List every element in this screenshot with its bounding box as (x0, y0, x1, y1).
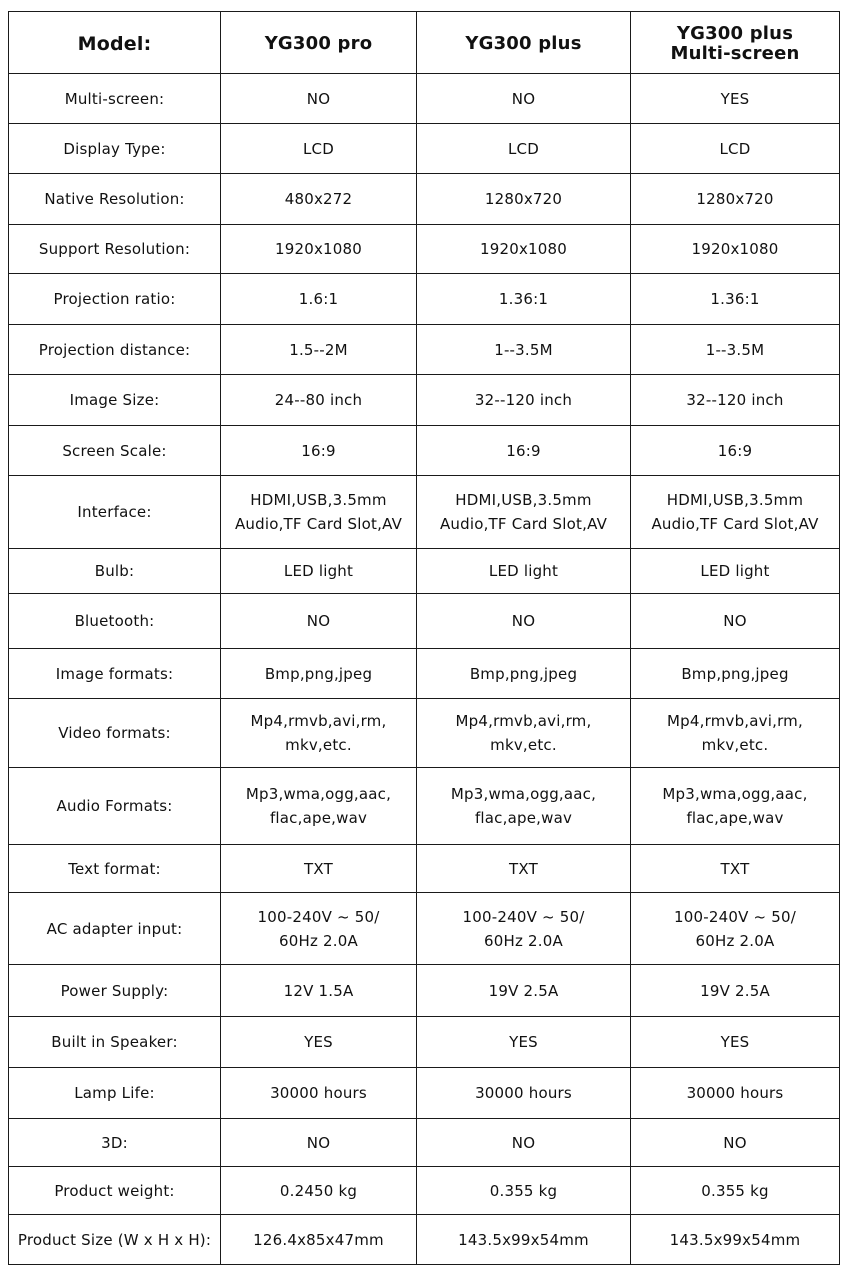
cell-value: TXT (304, 859, 333, 878)
cell-value: 100-240V ~ 50/ 60Hz 2.0A (462, 907, 585, 950)
row-label: Native Resolution: (9, 174, 221, 225)
cell-value: 143.5x99x54mm (669, 1230, 801, 1249)
cell-value: 1.36:1 (710, 290, 760, 308)
table-cell (417, 1167, 631, 1215)
table-cell (221, 594, 417, 649)
row-label: Audio Formats: (9, 768, 221, 845)
row-label: Support Resolution: (9, 225, 221, 274)
table-cell (417, 174, 631, 225)
table-cell (417, 1215, 631, 1265)
table-cell (631, 965, 840, 1017)
table-row (9, 476, 840, 549)
table-header-row (9, 12, 840, 74)
model-column-header (221, 12, 417, 74)
cell-value: 1.5--2M (289, 340, 348, 359)
cell-value: Mp4,rmvb,avi,rm, mkv,etc. (455, 712, 592, 754)
cell-value: 1.6:1 (298, 290, 339, 308)
cell-value: NO (511, 1133, 536, 1152)
header-label: YG300 plus (465, 32, 582, 54)
table-cell (221, 1017, 417, 1068)
table-cell (631, 1017, 840, 1068)
header-label: YG300 pro (264, 32, 373, 54)
table-cell (417, 476, 631, 549)
row-label: Image formats: (9, 649, 221, 699)
table-cell (221, 325, 417, 375)
cell-value: NO (723, 1133, 747, 1152)
cell-value: 19V 2.5A (700, 981, 770, 1000)
cell-value: Mp3,wma,ogg,aac, flac,ape,wav (245, 785, 392, 827)
row-label: Video formats: (9, 699, 221, 768)
model-column-header (417, 12, 631, 74)
row-label: Text format: (9, 845, 221, 893)
model-column-header (631, 12, 840, 74)
table-row (9, 1017, 840, 1068)
cell-value: 100-240V ~ 50/ 60Hz 2.0A (257, 907, 380, 950)
table-body (9, 74, 840, 1265)
table-cell (417, 426, 631, 476)
table-cell (417, 549, 631, 594)
cell-value: 126.4x85x47mm (253, 1230, 384, 1249)
cell-value: LCD (508, 139, 539, 158)
table-row (9, 325, 840, 375)
table-cell (221, 1215, 417, 1265)
table-cell (631, 1167, 840, 1215)
row-label: Screen Scale: (9, 426, 221, 476)
cell-value: 30000 hours (270, 1084, 367, 1102)
cell-value: LED light (700, 562, 770, 580)
table-cell (631, 476, 840, 549)
table-cell (417, 274, 631, 325)
row-label: Projection ratio: (9, 274, 221, 325)
table-row (9, 1068, 840, 1119)
table-row (9, 1167, 840, 1215)
table-row (9, 699, 840, 768)
cell-value: Bmp,png,jpeg (681, 664, 789, 683)
table-cell (631, 1215, 840, 1265)
cell-value: 12V 1.5A (283, 981, 354, 1000)
table-cell (417, 965, 631, 1017)
header-label: YG300 plus Multi-screen (670, 22, 800, 64)
table-row (9, 225, 840, 274)
cell-value: HDMI,USB,3.5mm Audio,TF Card Slot,AV (651, 491, 819, 533)
row-label: Image Size: (9, 375, 221, 426)
table-row (9, 124, 840, 174)
table-row (9, 74, 840, 124)
table-cell (221, 174, 417, 225)
cell-value: Mp3,wma,ogg,aac, flac,ape,wav (450, 785, 597, 827)
cell-value: 1920x1080 (691, 240, 779, 258)
table-cell (221, 476, 417, 549)
table-cell (631, 124, 840, 174)
table-cell (417, 649, 631, 699)
cell-value: 30000 hours (686, 1084, 784, 1102)
cell-value: HDMI,USB,3.5mm Audio,TF Card Slot,AV (439, 491, 608, 533)
cell-value: 480x272 (284, 190, 353, 208)
cell-value: NO (511, 612, 536, 630)
table-cell (631, 699, 840, 768)
cell-value: LED light (488, 562, 559, 580)
cell-value: 32--120 inch (474, 391, 573, 409)
cell-value: 24--80 inch (274, 391, 363, 409)
cell-value: 143.5x99x54mm (458, 1230, 589, 1249)
model-header (9, 12, 221, 74)
cell-value: NO (723, 612, 747, 630)
table-cell (221, 124, 417, 174)
row-label: Bluetooth: (9, 594, 221, 649)
cell-value: Bmp,png,jpeg (469, 664, 578, 683)
table-cell (221, 74, 417, 124)
cell-value: Bmp,png,jpeg (264, 664, 373, 683)
table-cell (417, 1017, 631, 1068)
table-cell (221, 893, 417, 965)
table-row (9, 274, 840, 325)
table-cell (631, 274, 840, 325)
table-cell (221, 768, 417, 845)
cell-value: HDMI,USB,3.5mm Audio,TF Card Slot,AV (234, 491, 403, 533)
cell-value: NO (306, 1133, 331, 1152)
table-row (9, 1215, 840, 1265)
table-cell (631, 174, 840, 225)
table-cell (417, 325, 631, 375)
row-label: Interface: (9, 476, 221, 549)
row-label: Multi-screen: (9, 74, 221, 124)
table-cell (417, 1068, 631, 1119)
table-row (9, 174, 840, 225)
cell-value: 32--120 inch (686, 391, 784, 409)
cell-value: 0.355 kg (701, 1181, 769, 1200)
row-label: 3D: (9, 1119, 221, 1167)
cell-value: TXT (509, 859, 538, 878)
table-cell (221, 845, 417, 893)
table-cell (221, 426, 417, 476)
row-label: Built in Speaker: (9, 1017, 221, 1068)
table-cell (221, 699, 417, 768)
cell-value: Mp4,rmvb,avi,rm, mkv,etc. (667, 712, 803, 754)
cell-value: NO (511, 89, 536, 108)
cell-value: YES (720, 1033, 750, 1051)
row-label: Bulb: (9, 549, 221, 594)
table-cell (221, 1167, 417, 1215)
table-row (9, 965, 840, 1017)
cell-value: Mp4,rmvb,avi,rm, mkv,etc. (250, 712, 387, 754)
cell-value: 1--3.5M (494, 340, 553, 359)
table-cell (417, 699, 631, 768)
cell-value: 16:9 (506, 441, 541, 460)
row-label: Product weight: (9, 1167, 221, 1215)
cell-value: 30000 hours (475, 1084, 572, 1102)
cell-value: NO (306, 89, 331, 108)
cell-value: 1920x1080 (274, 240, 363, 258)
table-cell (417, 845, 631, 893)
table-cell (221, 649, 417, 699)
cell-value: LCD (719, 139, 751, 158)
table-cell (631, 549, 840, 594)
table-cell (221, 225, 417, 274)
table-cell (631, 893, 840, 965)
table-cell (631, 74, 840, 124)
cell-value: LED light (283, 562, 354, 580)
spec-sheet (8, 11, 839, 1264)
table-row (9, 768, 840, 845)
table-cell (631, 325, 840, 375)
table-row (9, 893, 840, 965)
cell-value: YES (720, 89, 750, 108)
table-cell (417, 375, 631, 426)
table-cell (631, 1119, 840, 1167)
row-label: AC adapter input: (9, 893, 221, 965)
cell-value: 16:9 (717, 441, 753, 460)
cell-value: 1920x1080 (479, 240, 568, 258)
table-cell (221, 375, 417, 426)
cell-value: 16:9 (301, 441, 336, 460)
table-cell (631, 845, 840, 893)
table-row (9, 426, 840, 476)
table-cell (417, 1119, 631, 1167)
table-row (9, 649, 840, 699)
row-label: Product Size (W x H x H): (9, 1215, 221, 1265)
cell-value: 0.2450 kg (279, 1181, 358, 1200)
table-cell (631, 649, 840, 699)
cell-value: Mp3,wma,ogg,aac, flac,ape,wav (662, 785, 808, 827)
table-cell (417, 74, 631, 124)
cell-value: 1--3.5M (705, 340, 765, 359)
table-row (9, 549, 840, 594)
table-row (9, 1119, 840, 1167)
table-cell (631, 375, 840, 426)
table-cell (631, 594, 840, 649)
table-cell (631, 1068, 840, 1119)
spec-table (8, 11, 840, 1265)
table-cell (221, 1119, 417, 1167)
table-cell (221, 1068, 417, 1119)
table-row (9, 845, 840, 893)
cell-value: LCD (303, 139, 334, 158)
table-cell (221, 549, 417, 594)
row-label: Lamp Life: (9, 1068, 221, 1119)
table-cell (631, 768, 840, 845)
table-cell (417, 768, 631, 845)
row-label: Display Type: (9, 124, 221, 174)
cell-value: NO (306, 612, 331, 630)
cell-value: 19V 2.5A (488, 981, 559, 1000)
table-cell (631, 225, 840, 274)
cell-value: 0.355 kg (489, 1181, 558, 1200)
cell-value: 1280x720 (696, 190, 774, 208)
table-cell (417, 893, 631, 965)
cell-value: 100-240V ~ 50/ 60Hz 2.0A (674, 907, 796, 950)
table-row (9, 594, 840, 649)
cell-value: 1280x720 (484, 190, 563, 208)
table-cell (417, 594, 631, 649)
row-label: Power Supply: (9, 965, 221, 1017)
table-row (9, 375, 840, 426)
cell-value: YES (304, 1033, 333, 1051)
cell-value: 1.36:1 (498, 290, 549, 308)
table-cell (417, 225, 631, 274)
cell-value: TXT (720, 859, 750, 878)
row-label: Projection distance: (9, 325, 221, 375)
header-label: Model: (77, 32, 152, 55)
cell-value: YES (509, 1033, 538, 1051)
table-cell (221, 965, 417, 1017)
table-cell (417, 124, 631, 174)
table-cell (631, 426, 840, 476)
table-cell (221, 274, 417, 325)
